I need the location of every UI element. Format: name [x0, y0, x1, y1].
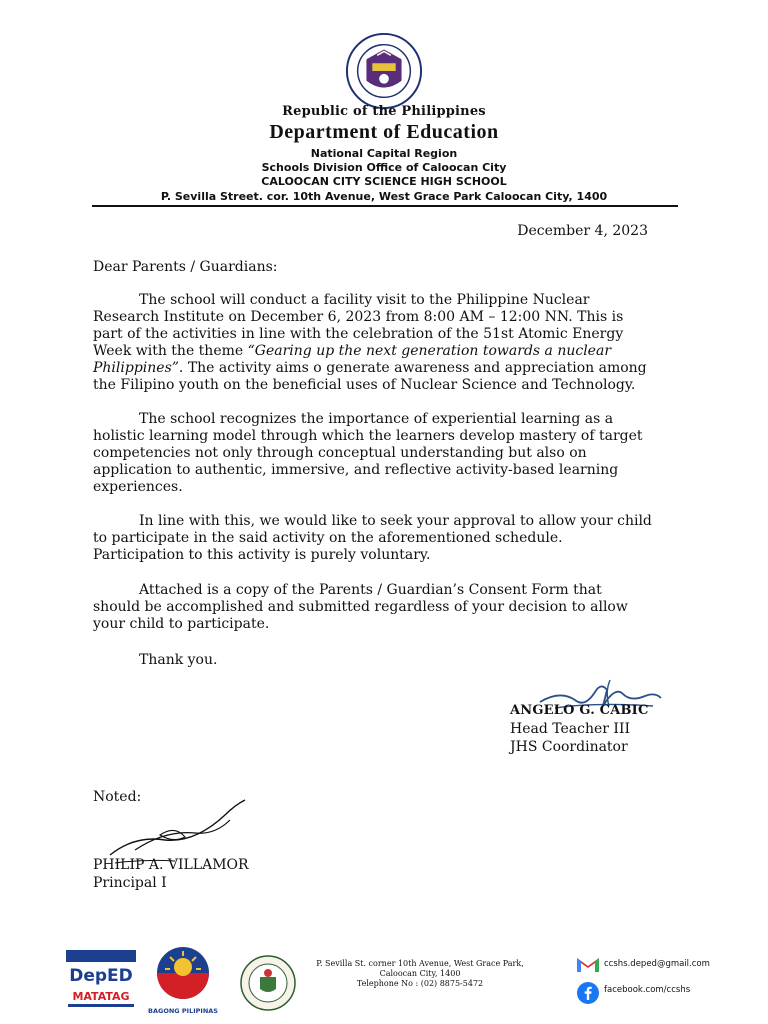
footer-address: [300, 959, 540, 989]
principal-name: PHILIP A. VILLAMOR: [93, 857, 249, 873]
facebook-text: facebook.com/ccshs: [604, 985, 691, 995]
paragraph-3-text: In line with this, we would like to seek your approval to allow your child to participate in the said activity on the aforementioned schedule. Participation to this activity is purely voluntary.: [93, 513, 652, 563]
matatag-text: MATATAG: [72, 990, 130, 1003]
paragraph-1: [93, 292, 653, 394]
letter-date: December 4, 2023: [517, 223, 648, 239]
closing: Thank you.: [139, 652, 218, 668]
footer-address-line1: P. Sevilla St. corner 10th Avenue, West Grace Park,: [316, 959, 524, 968]
paragraph-1-text: The school will conduct a facility visit to the Philippine Nuclear Research Institute on December 6, 2023 from 8:00 AM – 12:00 NN. This is part of the activities in line with the celebration of the 51st Atomic Energy Week with the theme: [93, 292, 624, 359]
signatory-block: [510, 702, 649, 756]
salutation: Dear Parents / Guardians:: [93, 259, 278, 275]
republic-heading: Republic of the Philippines: [282, 104, 486, 119]
footer-telephone: Telephone No : (02) 8875-5472: [356, 979, 484, 988]
paragraph-3: [93, 513, 653, 564]
school-name-line: CALOOCAN CITY SCIENCE HIGH SCHOOL: [261, 175, 507, 188]
letter-footer: [0, 935, 768, 1020]
paragraph-2: [93, 411, 653, 496]
email-text: ccshs.deped@gmail.com: [604, 959, 710, 969]
facebook-contact: [576, 981, 691, 1008]
bagong-pilipinas-logo: [148, 943, 218, 1017]
paragraph-4-text: Attached is a copy of the Parents / Guardian’s Consent Form that should be accomplished and submitted regardless of your decision to allow your child to participate.: [93, 582, 628, 632]
school-seal-logo: [240, 955, 296, 1011]
principal-title: Principal I: [93, 875, 167, 891]
header-divider: [92, 205, 678, 207]
letterhead: [0, 0, 768, 210]
region-line: National Capital Region: [310, 147, 458, 160]
deped-matatag-logo: [64, 948, 138, 1012]
principal-block: [93, 856, 249, 892]
bagong-pilipinas-text: BAGONG PILIPINAS: [148, 1007, 218, 1015]
paragraph-1-text-end: . The activity aims o generate awareness and appreciation among the Filipino youth on the beneficial uses of Nuclear Science and Technology.: [93, 360, 647, 393]
footer-address-line2: Caloocan City, 1400: [379, 969, 461, 978]
gmail-icon: [576, 955, 600, 973]
theme-text: “Gearing up the next generation towards a nuclear Philippines”: [93, 343, 612, 376]
department-heading: Department of Education: [269, 121, 499, 143]
school-address-line: P. Sevilla Street. cor. 10th Avenue, West Grace Park Caloocan City, 1400: [160, 190, 608, 203]
deped-logo-text: DepED: [69, 966, 133, 986]
signatory-role: JHS Coordinator: [510, 739, 628, 755]
signatory-name: ANGELO G. CABIC: [510, 703, 649, 718]
paragraph-2-text: The school recognizes the importance of experiential learning as a holistic learning model through which the learners develop mastery of target competencies not only through conceptual understanding but also on application to authentic, immersive, and reflective activity-based learning experiences.: [93, 411, 643, 495]
paragraph-4: [93, 582, 653, 633]
email-contact: [576, 955, 710, 976]
division-line: Schools Division Office of Caloocan City: [261, 161, 507, 174]
facebook-icon: [576, 981, 600, 1005]
deped-seal-logo: [345, 32, 423, 110]
signatory-title: Head Teacher III: [510, 721, 631, 737]
noted-label: Noted:: [93, 789, 142, 805]
